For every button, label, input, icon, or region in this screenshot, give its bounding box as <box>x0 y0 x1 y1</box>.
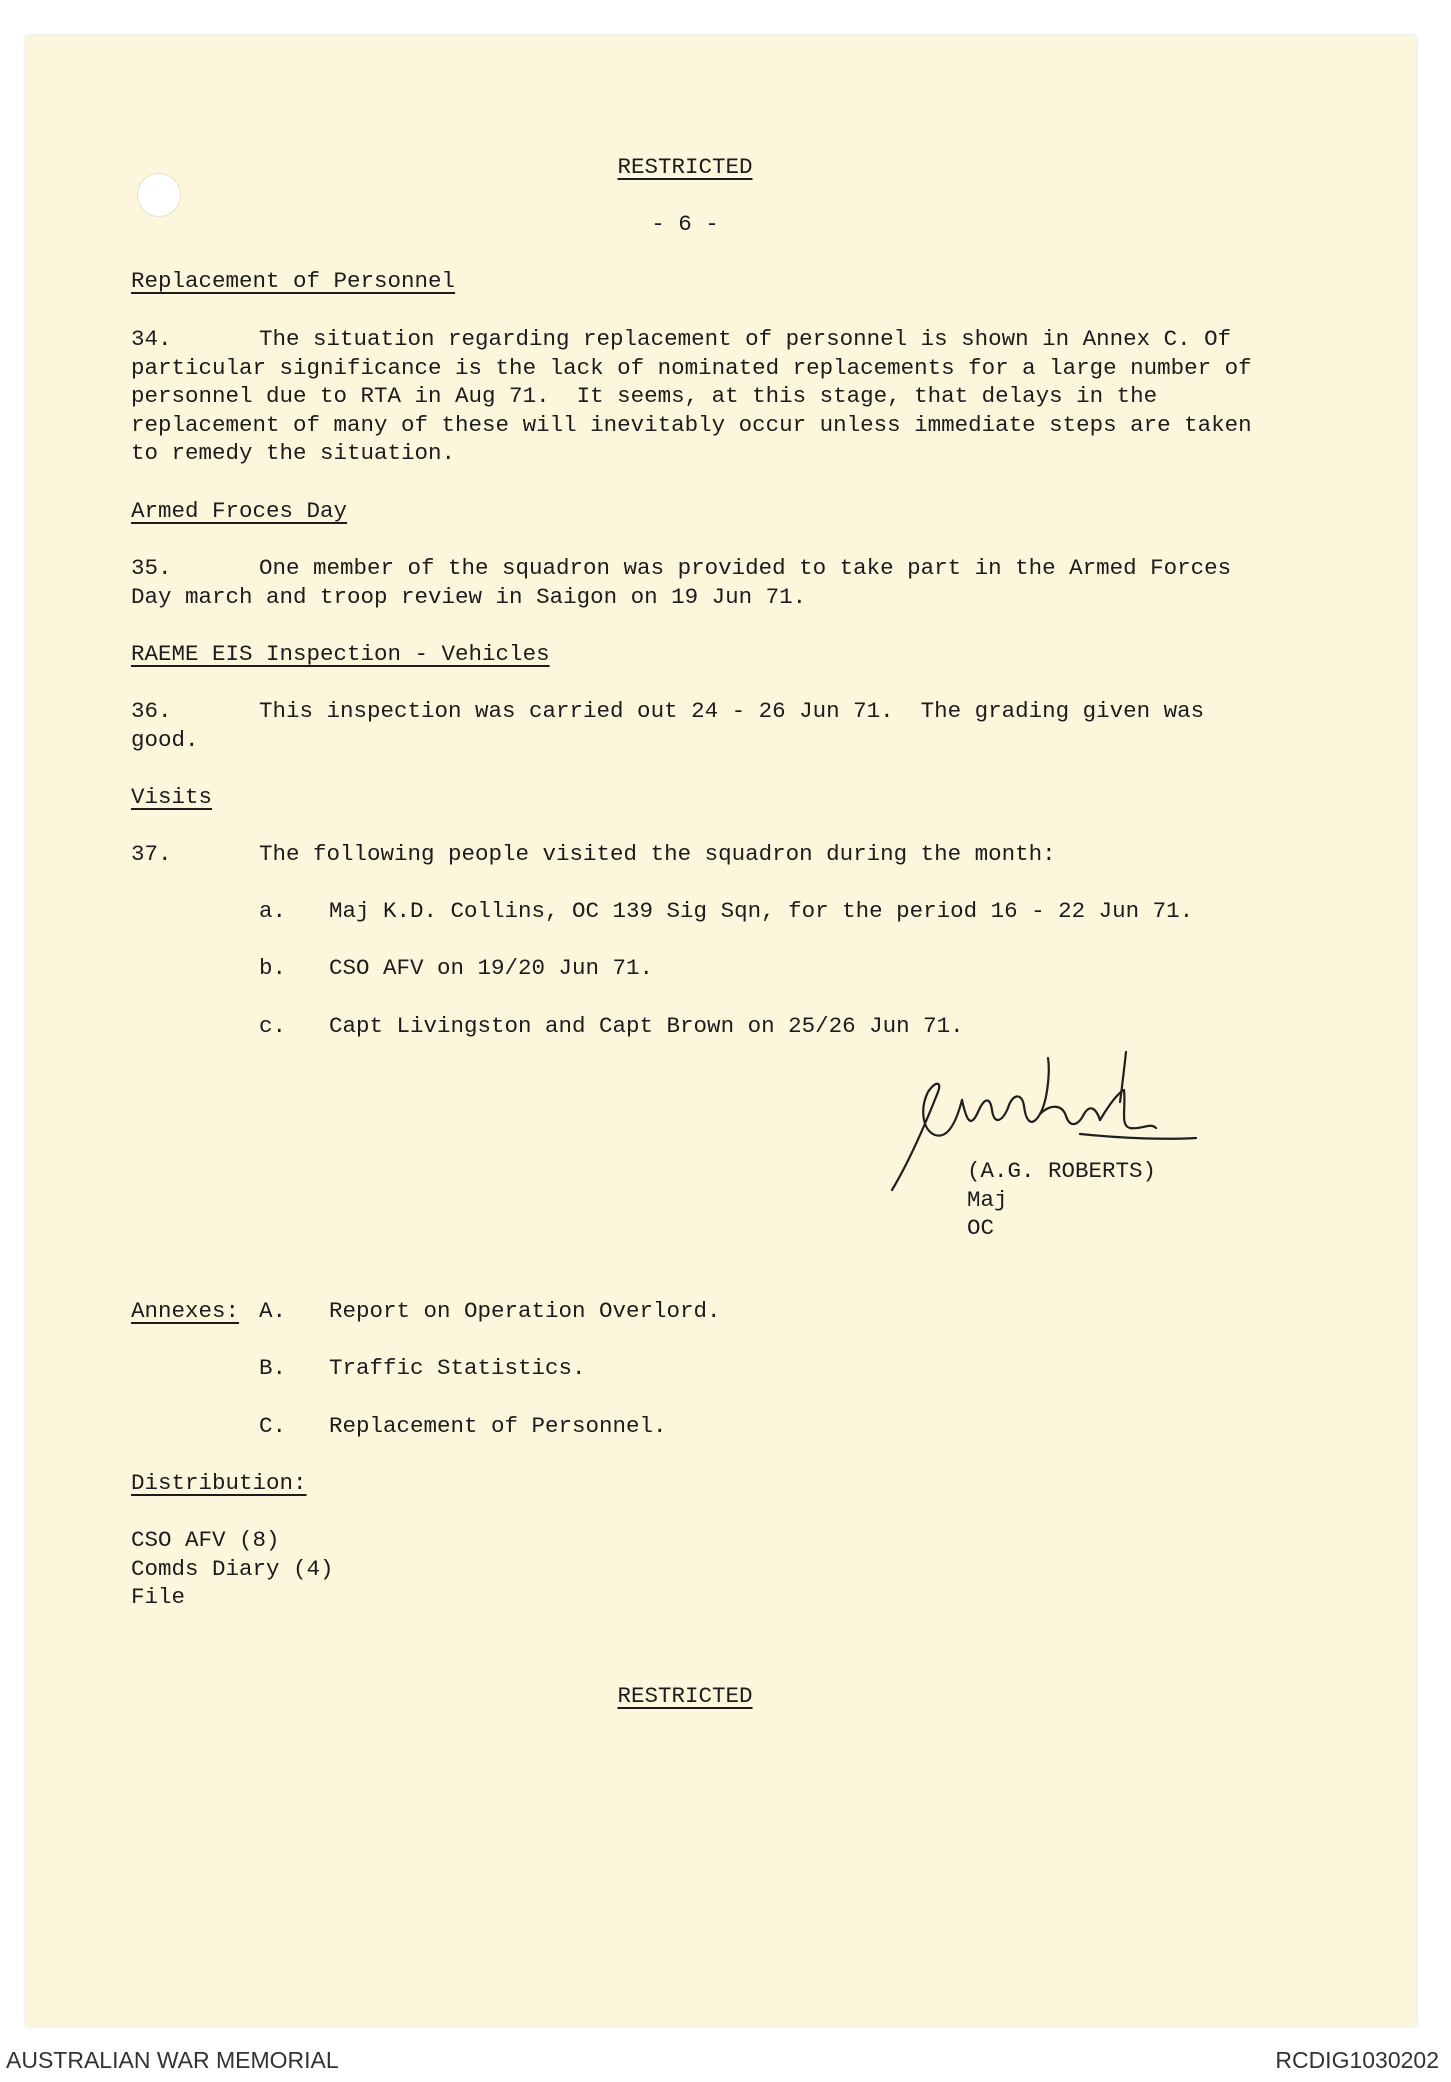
annex-letter-c: C. <box>259 1413 287 1439</box>
punch-hole <box>137 173 181 217</box>
distribution-item-file: File <box>131 1584 186 1610</box>
para-number-37: 37. <box>131 841 172 867</box>
para-34-line-4: replacement of many of these will inevitably occur unless immediate steps are taken <box>131 411 1252 438</box>
archive-id: RCDIG1030202 <box>1275 2047 1439 2073</box>
signatory-appointment: OC <box>967 1215 995 1241</box>
annex-text-c: Replacement of Personnel. <box>329 1413 667 1439</box>
section-heading-armed-forces-day: Armed Froces Day <box>131 498 348 524</box>
visit-item-text-b: CSO AFV on 19/20 Jun 71. <box>329 955 654 981</box>
visit-item-text-c: Capt Livingston and Capt Brown on 25/26 Jun 71. <box>329 1013 964 1039</box>
visit-item-letter-c: c. <box>259 1013 287 1039</box>
signatory-rank: Maj <box>967 1186 1008 1213</box>
page-number: - 6 - <box>651 211 719 237</box>
annex-letter-b: B. <box>259 1355 287 1381</box>
para-number-34: 34. <box>131 326 172 352</box>
annex-text-a: Report on Operation Overlord. <box>329 1298 721 1324</box>
para-34-line-1: The situation regarding replacement of personnel is shown in Annex C. Of <box>259 326 1232 352</box>
classification-footer: RESTRICTED <box>617 1683 753 1709</box>
archive-credit: AUSTRALIAN WAR MEMORIAL <box>6 2047 339 2073</box>
para-36-line-1: This inspection was carried out 24 - 26 Jun 71. The grading given was <box>259 698 1205 724</box>
para-37-line-1: The following people visited the squadron during the month: <box>259 841 1056 867</box>
classification-header: RESTRICTED <box>617 154 753 180</box>
distribution-label: Distribution: <box>131 1470 307 1496</box>
para-35-line-1: One member of the squadron was provided to take part in the Armed Forces <box>259 555 1232 581</box>
para-number-36: 36. <box>131 698 172 724</box>
para-34-line-3: personnel due to RTA in Aug 71. It seems, at this stage, that delays in the <box>131 383 1158 409</box>
para-number-35: 35. <box>131 555 172 581</box>
section-heading-raeme-inspection: RAEME EIS Inspection - Vehicles <box>131 641 550 667</box>
para-36-line-2: good. <box>131 726 199 753</box>
signatory-name: (A.G. ROBERTS) <box>967 1158 1157 1184</box>
section-heading-visits: Visits <box>131 784 213 810</box>
visit-item-text-a: Maj K.D. Collins, OC 139 Sig Sqn, for the period 16 - 22 Jun 71. <box>329 898 1194 924</box>
para-34-line-2: particular significance is the lack of nominated replacements for a large number of <box>131 354 1252 381</box>
distribution-item-diary: Comds Diary (4) <box>131 1555 334 1582</box>
visit-item-letter-a: a. <box>259 898 287 924</box>
para-34-line-5: to remedy the situation. <box>131 440 456 466</box>
annex-text-b: Traffic Statistics. <box>329 1355 586 1381</box>
annexes-label: Annexes: <box>131 1298 240 1324</box>
annex-letter-a: A. <box>259 1298 287 1324</box>
para-35-line-2: Day march and troop review in Saigon on 19 Jun 71. <box>131 583 807 610</box>
section-heading-replacement: Replacement of Personnel <box>131 268 456 294</box>
distribution-item-cso: CSO AFV (8) <box>131 1527 280 1553</box>
visit-item-letter-b: b. <box>259 955 287 981</box>
